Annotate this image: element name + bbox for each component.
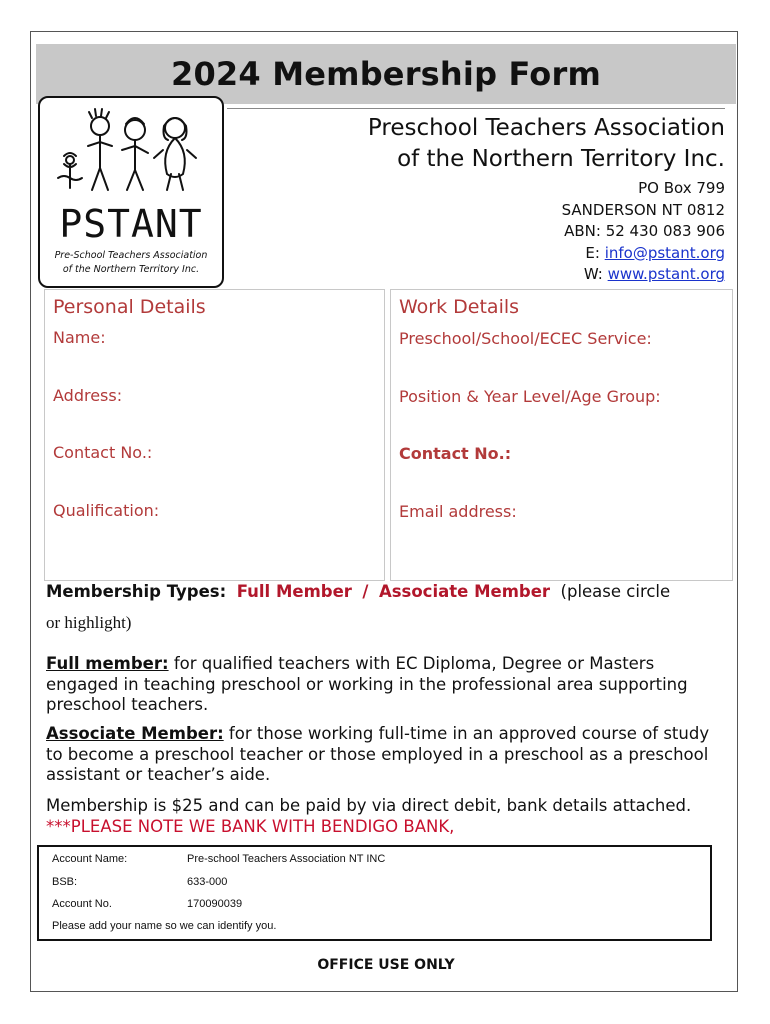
personal-details-heading: Personal Details bbox=[53, 296, 206, 318]
membership-types-line bbox=[46, 581, 726, 603]
logo-subtitle-line1: Pre-School Teachers Association bbox=[54, 250, 208, 261]
associate-member-description bbox=[46, 724, 726, 786]
fee-paragraph bbox=[46, 796, 726, 837]
bank-name-note: Please add your name so we can identify you. bbox=[52, 920, 277, 932]
work-details-section bbox=[390, 289, 733, 581]
address-field-label[interactable]: Address: bbox=[53, 386, 123, 405]
bsb-value: 633-000 bbox=[187, 876, 228, 888]
associate-member-text: for those working full-time in an approved course of study to become a preschool teacher or those employed in a preschool as a preschool assistant or teacher’s aide. bbox=[46, 724, 710, 784]
bank-note: ***PLEASE NOTE WE BANK WITH BENDIGO BANK, bbox=[46, 816, 455, 836]
qualification-field-label[interactable]: Qualification: bbox=[53, 501, 160, 520]
name-field-label[interactable]: Name: bbox=[53, 328, 106, 347]
organisation-block bbox=[368, 113, 725, 286]
work-contact-field-label[interactable]: Contact No.: bbox=[399, 444, 512, 463]
account-no-label: Account No. bbox=[52, 898, 112, 910]
website-link[interactable]: www.pstant.org bbox=[607, 265, 725, 283]
membership-instruction-part2: or highlight) bbox=[46, 613, 132, 632]
org-name-line1: Preschool Teachers Association bbox=[367, 115, 725, 141]
logo-subtitle-line2: of the Northern Territory Inc. bbox=[62, 264, 200, 275]
org-web-row bbox=[368, 264, 725, 286]
associate-member-option[interactable]: Associate Member bbox=[378, 582, 551, 601]
membership-types-label: Membership Types: bbox=[46, 582, 227, 601]
full-member-term: Full member: bbox=[46, 654, 169, 673]
email-field-label[interactable]: Email address: bbox=[399, 502, 517, 521]
personal-details-section bbox=[44, 289, 385, 581]
account-name-value: Pre-school Teachers Association NT INC bbox=[187, 853, 386, 865]
office-use-only-label: OFFICE USE ONLY bbox=[317, 957, 455, 973]
associate-member-term: Associate Member: bbox=[46, 724, 224, 743]
service-field-label[interactable]: Preschool/School/ECEC Service: bbox=[399, 329, 652, 348]
title-rule bbox=[227, 108, 725, 109]
org-contact-info bbox=[368, 178, 725, 286]
account-no-value: 170090039 bbox=[187, 898, 243, 910]
account-name-label: Account Name: bbox=[52, 853, 128, 865]
org-abn: ABN: 52 430 083 906 bbox=[564, 222, 725, 240]
membership-instruction-part1: (please circle bbox=[560, 582, 671, 601]
org-po-box: PO Box 799 bbox=[638, 179, 725, 197]
org-city: SANDERSON NT 0812 bbox=[561, 200, 725, 219]
full-member-description bbox=[46, 654, 726, 716]
org-email-row bbox=[368, 243, 725, 265]
web-prefix: W: bbox=[583, 265, 608, 283]
pstant-logo bbox=[38, 96, 224, 288]
contact-field-label[interactable]: Contact No.: bbox=[53, 443, 153, 462]
fee-text: Membership is $25 and can be paid by via direct debit, bank details attached. bbox=[46, 796, 692, 815]
full-member-option[interactable]: Full Member bbox=[236, 582, 352, 601]
org-name-line2: of the Northern Territory Inc. bbox=[397, 146, 725, 172]
bank-details-box bbox=[37, 845, 712, 941]
form-title: 2024 Membership Form bbox=[171, 55, 601, 93]
email-link[interactable]: info@pstant.org bbox=[604, 243, 725, 262]
work-details-heading: Work Details bbox=[399, 296, 520, 318]
option-separator: / bbox=[362, 582, 369, 601]
full-member-text: for qualified teachers with EC Diploma, Degree or Masters engaged in teaching preschool or working in the professional area supporting preschool teachers. bbox=[46, 654, 688, 714]
logo-wordmark: PSTANT bbox=[59, 202, 203, 246]
email-prefix: E: bbox=[585, 243, 605, 262]
position-field-label[interactable]: Position & Year Level/Age Group: bbox=[399, 387, 661, 406]
bsb-label: BSB: bbox=[52, 876, 78, 888]
